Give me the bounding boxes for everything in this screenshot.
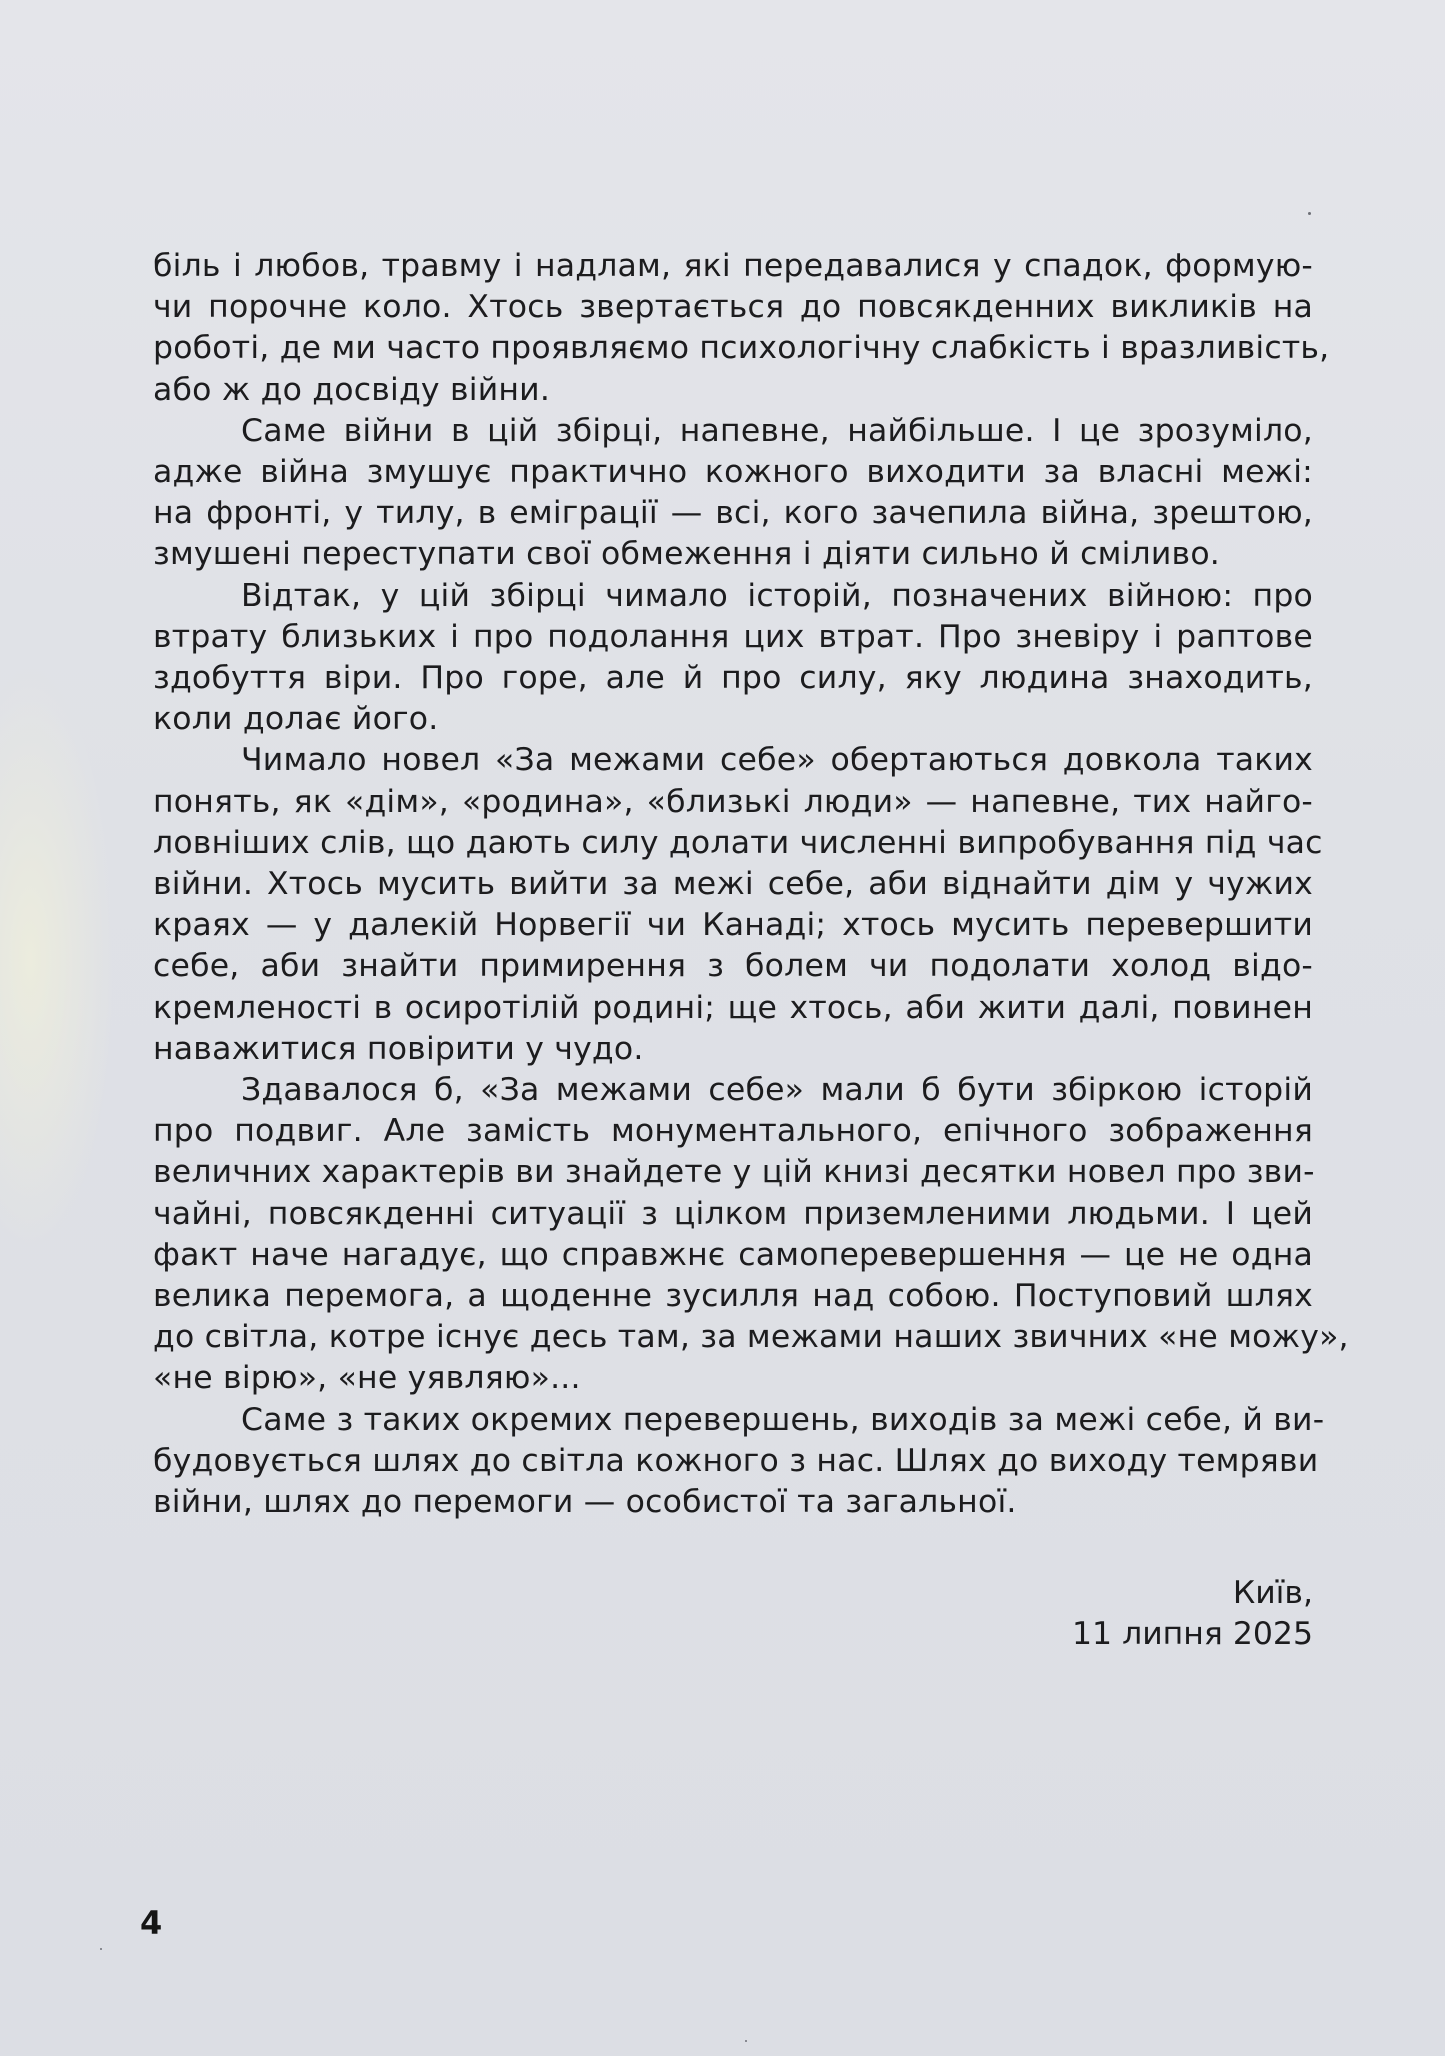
paragraph-5 [153, 1070, 1349, 1400]
text-line: наважитися повірити у чудо. [153, 1030, 644, 1067]
text-line: коли долає його. [153, 701, 439, 738]
text-line: кремленості в осиротілій родині; ще хтось, аби жити далі, повинен [153, 989, 1313, 1026]
text-line: роботі, де ми часто проявляємо психологічну слабкість і вразливість, [153, 330, 1330, 367]
text-line: понять, як «дім», «родина», «близькі люди» — напевне, тих найго- [153, 783, 1313, 820]
text-line: або ж до досвіду війни. [153, 371, 551, 408]
paper-speck [1308, 212, 1311, 215]
text-line: Чимало новел «За межами себе» обертаються довкола таких [241, 742, 1313, 779]
text-line: чи порочне коло. Хтось звертається до повсякденних викликів на [153, 289, 1313, 326]
text-line: Відтак, у цій збірці чимало історій, позначених війною: про [241, 577, 1313, 614]
paragraph-2 [153, 411, 1313, 576]
page-number: 4 [140, 1904, 163, 1942]
paragraph-4 [153, 740, 1323, 1070]
text-line: втрату близьких і про подолання цих втрат. Про зневіру і раптове [153, 618, 1313, 655]
signature-date: 11 липня 2025 [1071, 1616, 1313, 1653]
text-line: краях — у далекій Норвегії чи Канаді; хтось мусить перевершити [153, 907, 1313, 944]
text-line: адже війна змушує практично кожного виходити за власні межі: [153, 454, 1313, 491]
text-line: змушені переступати свої обмеження і діяти сильно й сміливо. [153, 536, 1221, 573]
text-line: війни. Хтось мусить вийти за межі себе, аби віднайти дім у чужих [153, 866, 1313, 903]
text-line: себе, аби знайти примирення з болем чи подолати холод відо- [153, 948, 1313, 985]
text-line: «не вірю», «не уявляю»... [153, 1360, 581, 1397]
text-line: війни, шлях до перемоги — особистої та загальної. [153, 1484, 1017, 1521]
text-line: до світла, котре існує десь там, за межами наших звичних «не можу», [153, 1319, 1349, 1356]
paragraph-3 [153, 576, 1313, 741]
text-line: Здавалося б, «За межами себе» мали б бути збіркою історій [241, 1072, 1313, 1109]
paper-speck [745, 2040, 747, 2042]
body-text [153, 246, 1349, 1523]
text-line: факт наче нагадує, що справжнє самоперевершення — це не одна [153, 1236, 1313, 1273]
text-line: ловніших слів, що дають силу долати численні випробування під час [153, 824, 1323, 861]
signature-block [1072, 1573, 1313, 1655]
text-line: про подвиг. Але замість монументального, епічного зображення [153, 1113, 1313, 1150]
text-line: на фронті, у тилу, в еміграції — всі, кого зачепила війна, зрештою, [153, 495, 1313, 532]
text-line: величних характерів ви знайдете у цій книзі десятки новел про зви- [153, 1154, 1315, 1191]
text-line: будовується шлях до світла кожного з нас. Шлях до виходу темряви [153, 1442, 1319, 1479]
text-line: Саме війни в цій збірці, напевне, найбільше. І це зрозуміло, [241, 412, 1313, 449]
text-line: біль і любов, травму і надлам, які передавалися у спадок, формую- [153, 248, 1313, 284]
signature-place: Київ, [1232, 1575, 1313, 1611]
text-line: здобуття віри. Про горе, але й про силу, яку людина знаходить, [153, 660, 1313, 697]
paragraph-1 [153, 246, 1330, 411]
paper-speck [100, 1948, 102, 1950]
text-line: велика перемога, а щоденне зусилля над собою. Поступовий шлях [153, 1278, 1313, 1315]
paragraph-6 [153, 1400, 1325, 1524]
text-line: чайні, повсякденні ситуації з цілком приземленими людьми. І цей [153, 1195, 1313, 1232]
text-line: Саме з таких окремих перевершень, виходів за межі себе, й ви- [241, 1401, 1325, 1438]
